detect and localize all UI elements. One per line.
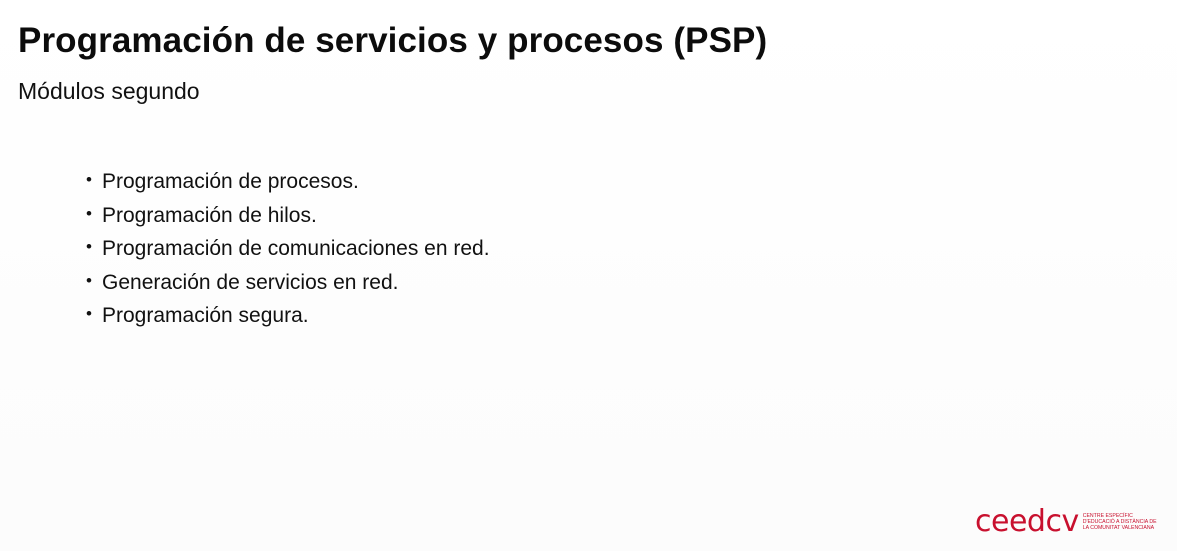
bullet-item: [86, 170, 490, 204]
logo-tagline-line: D'EDUCACIÓ A DISTÀNCIA DE: [1082, 518, 1157, 525]
bullet-text: Programación de hilos.: [102, 203, 317, 227]
bullet-dot-icon: •: [86, 237, 92, 256]
bullet-item: [86, 304, 490, 338]
bullet-item: [86, 204, 490, 238]
bullet-text: Programación de procesos.: [102, 170, 359, 193]
bullet-text: Generación de servicios en red.: [102, 270, 399, 294]
logo-tagline-line: LA COMUNITAT VALENCIANA: [1082, 525, 1155, 532]
ceedcv-logo: [975, 504, 1157, 539]
bullet-dot-icon: •: [86, 270, 92, 290]
bullet-text: Programación de comunicaciones en red.: [102, 237, 490, 260]
slide-subtitle: Módulos segundo: [18, 78, 200, 104]
bullet-dot-icon: •: [86, 203, 92, 223]
logo-tagline: [1083, 513, 1157, 532]
logo-tagline-line: CENTRE ESPECÍFIC: [1082, 512, 1133, 519]
bullet-item: [86, 271, 490, 305]
bullet-dot-icon: •: [86, 170, 92, 189]
bullet-dot-icon: •: [86, 304, 92, 323]
bullet-text: Programación segura.: [102, 304, 309, 327]
bullet-item: [86, 237, 490, 271]
logo-wordmark: ceedcv: [975, 504, 1079, 539]
bullet-list: [86, 170, 490, 338]
slide-title: Programación de servicios y procesos (PSP): [18, 21, 768, 60]
